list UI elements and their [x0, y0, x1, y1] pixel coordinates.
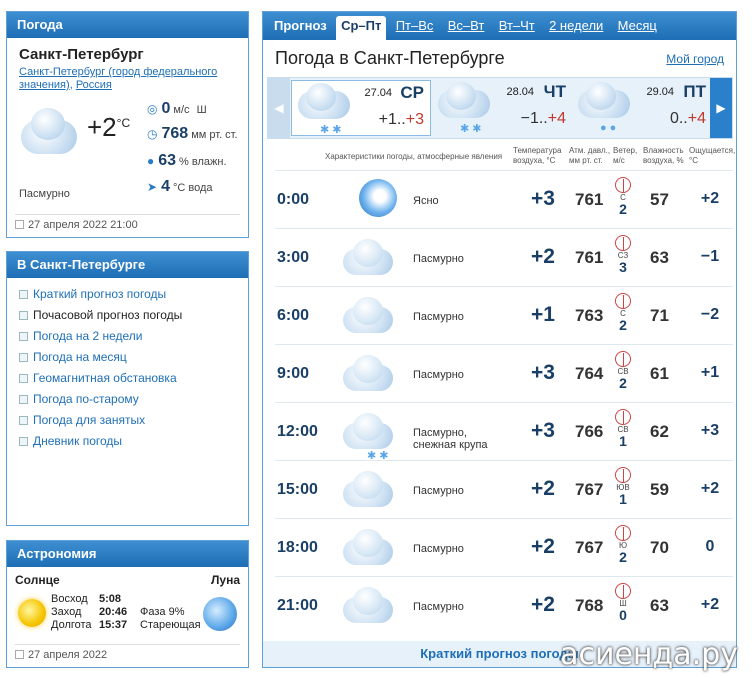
current-temp: $+2^{^\circ C}$ [87, 112, 131, 142]
col-conditions: Характеристики погоды, атмосферные явления [325, 152, 503, 161]
city-links-header: В Санкт-Петербурге [7, 252, 248, 278]
sunrise-value: 5:08 [99, 593, 122, 605]
forecast-row [275, 344, 733, 402]
row-humidity: 63 [650, 596, 669, 615]
cloud-icon [341, 353, 395, 393]
sunset-value: 20:46 [99, 606, 128, 618]
day-card[interactable] [572, 80, 712, 136]
link-month[interactable]: Погода на месяц [17, 347, 238, 368]
col-temp: Температура воздуха, °C [513, 146, 562, 165]
moon-phase: Фаза 9% [140, 606, 185, 618]
forecast-row [275, 286, 733, 344]
compass-icon [615, 177, 631, 193]
tab-month[interactable]: Месяц [617, 18, 657, 33]
forecast-row [275, 460, 733, 518]
row-time: 9:00 [277, 365, 310, 382]
compass-icon [615, 409, 631, 425]
row-humidity: 71 [650, 306, 669, 325]
row-wind: СЗ 3 [613, 235, 633, 274]
snow-icon: ✱✱ [367, 450, 392, 462]
day-weekday: СР [400, 83, 424, 102]
row-temp: +3 [531, 419, 555, 442]
col-humidity: Влажность воздуха, % [643, 146, 684, 165]
row-condition: Ясно [413, 195, 439, 207]
row-feels: +3 [700, 422, 720, 439]
cloud-icon [341, 411, 395, 462]
row-time: 0:00 [277, 191, 310, 208]
forecast-panel [262, 11, 737, 668]
astronomy-date: 27 апреля 2022 [15, 644, 240, 661]
compass-icon [615, 467, 631, 483]
row-feels: +1 [700, 364, 720, 381]
day-temps: −1..+4 [520, 110, 566, 127]
watermark: асиенда.ру [560, 637, 738, 672]
tab-wed-fri[interactable]: Ср–Пт [336, 16, 386, 40]
row-time: 21:00 [277, 597, 318, 614]
link-busy[interactable]: Погода для занятых [17, 410, 238, 431]
region-links: Санкт-Петербург (город федерального значения), Россия [19, 66, 218, 91]
compass-icon [615, 583, 631, 599]
sunrise-label: Восход [51, 593, 88, 605]
country-link[interactable]: Россия [75, 79, 112, 91]
row-humidity: 61 [650, 364, 669, 383]
row-time: 12:00 [277, 423, 318, 440]
row-time: 15:00 [277, 481, 318, 498]
city-links-list [7, 278, 248, 458]
link-hourly-forecast[interactable]: Почасовой прогноз погоды [17, 305, 238, 326]
day-strip [267, 77, 733, 139]
day-date: 29.04 [646, 86, 674, 98]
water-metric: ➤ 4 °C вода [147, 178, 213, 195]
tab-two-weeks[interactable]: 2 недели [549, 18, 604, 33]
day-card[interactable] [432, 80, 572, 136]
cloud-icon [341, 527, 395, 567]
wind-metric: ◎ 0 м/с Ш [147, 100, 207, 117]
row-condition: Пасмурно [413, 253, 464, 265]
sun-label: Солнце [15, 573, 60, 587]
row-wind: Ш 0 [613, 583, 633, 622]
page-title: Погода в Санкт-Петербурге [275, 48, 505, 68]
row-temp: +2 [531, 477, 555, 500]
my-city-link[interactable]: Мой город [666, 52, 724, 66]
link-geomagnetic[interactable]: Геомагнитная обстановка [17, 368, 238, 389]
fish-icon: ➤ [147, 180, 158, 194]
sunset-label: Заход [51, 606, 82, 618]
link-diary[interactable]: Дневник погоды [17, 431, 238, 452]
row-feels: 0 [705, 538, 715, 555]
daylength-label: Долгота [51, 619, 92, 631]
cloud-icon [341, 295, 395, 335]
tab-sun-tue[interactable]: Вс–Вт [447, 18, 485, 33]
row-wind: СВ 2 [613, 351, 633, 390]
tab-fri-sun[interactable]: Пт–Вс [395, 18, 434, 33]
row-condition: Пасмурно [413, 601, 464, 613]
row-wind: СВ 1 [613, 409, 633, 448]
cloud-icon [341, 469, 395, 509]
row-humidity: 59 [650, 480, 669, 499]
forecast-row [275, 518, 733, 576]
sun-icon [18, 599, 46, 627]
day-weekday: ПТ [683, 82, 706, 101]
row-feels: +2 [700, 190, 720, 207]
row-condition: Пасмурно, снежная крупа [413, 427, 488, 451]
forecast-row [275, 228, 733, 286]
current-weather-panel [6, 11, 249, 238]
row-temp: +1 [531, 303, 555, 326]
pressure-metric: ◷ 768 мм рт. ст. [147, 125, 238, 142]
row-humidity: 62 [650, 422, 669, 441]
link-two-weeks[interactable]: Погода на 2 недели [17, 326, 238, 347]
day-date: 28.04 [506, 86, 534, 98]
moon-icon [203, 597, 237, 631]
observation-date: 27 апреля 2022 21:00 [15, 214, 240, 231]
row-wind: Ю 2 [613, 525, 633, 564]
snow-icon: ✱✱ [320, 124, 345, 136]
col-wind: Ветер, м/с [613, 146, 638, 165]
day-temps: 0..+4 [669, 110, 706, 127]
row-condition: Пасмурно [413, 369, 464, 381]
forecast-row [275, 402, 733, 460]
compass-icon [615, 351, 631, 367]
calendar-icon [15, 650, 24, 659]
current-weather-header: Погода [7, 12, 248, 38]
next-arrow-icon[interactable]: ▶ [710, 78, 732, 138]
row-feels: −2 [700, 306, 720, 323]
col-pressure: Атм. давл., мм рт. ст. [569, 146, 611, 165]
forecast-row [275, 576, 733, 634]
forecast-tabs [263, 12, 736, 40]
col-feels: Ощущается, °C [689, 146, 736, 165]
row-feels: +2 [700, 596, 720, 613]
snow-icon: ✱✱ [460, 123, 485, 135]
row-wind: С 2 [613, 293, 633, 332]
row-humidity: 63 [650, 248, 669, 267]
prev-arrow-icon[interactable]: ◀ [268, 78, 290, 138]
moon-phase-name: Стареющая [140, 619, 201, 631]
daylength-value: 15:37 [99, 619, 128, 631]
row-wind: С 2 [613, 177, 633, 216]
rain-icon: ●● [600, 122, 620, 134]
row-condition: Пасмурно [413, 485, 464, 497]
row-feels: +2 [700, 480, 720, 497]
row-time: 3:00 [277, 249, 310, 266]
row-humidity: 57 [650, 190, 669, 209]
row-pressure: 761 [575, 190, 604, 209]
forecast-row [275, 170, 733, 228]
row-pressure: 761 [575, 248, 604, 267]
row-time: 18:00 [277, 539, 318, 556]
day-date: 27.04 [364, 87, 392, 99]
row-temp: +2 [531, 245, 555, 268]
row-pressure: 763 [575, 306, 604, 325]
row-pressure: 767 [575, 538, 604, 557]
gauge-icon: ◷ [147, 127, 158, 141]
row-temp: +3 [531, 187, 555, 210]
tab-forecast[interactable]: Прогноз [274, 18, 327, 33]
compass-icon [615, 525, 631, 541]
cloud-icon [341, 585, 395, 625]
calendar-icon [15, 220, 24, 229]
cloud-icon [341, 237, 395, 277]
compass-icon [615, 293, 631, 309]
condition-text: Пасмурно [19, 188, 70, 200]
region-link[interactable]: Санкт-Петербург (город федерального значения) [19, 66, 218, 91]
drop-icon: ● [147, 154, 155, 168]
astronomy-header: Астрономия [7, 541, 248, 567]
row-condition: Пасмурно [413, 543, 464, 555]
city-name: Санкт-Петербург [19, 46, 144, 63]
row-temp: +2 [531, 593, 555, 616]
wind-icon: ◎ [147, 102, 158, 116]
row-wind: ЮВ 1 [613, 467, 633, 506]
row-temp: +2 [531, 535, 555, 558]
row-pressure: 764 [575, 364, 604, 383]
link-short-forecast[interactable]: Краткий прогноз погоды [17, 284, 238, 305]
astronomy-panel [6, 540, 249, 668]
row-humidity: 70 [650, 538, 669, 557]
city-links-panel [6, 251, 249, 526]
row-feels: −1 [700, 248, 720, 265]
row-pressure: 766 [575, 422, 604, 441]
short-forecast-link[interactable]: Краткий прогноз погоды [263, 641, 736, 667]
compass-icon [615, 235, 631, 251]
row-pressure: 768 [575, 596, 604, 615]
moon-label: Луна [210, 573, 240, 587]
row-time: 6:00 [277, 307, 310, 324]
humidity-metric: ● 63 % влажн. [147, 152, 227, 169]
day-temps: +1..+3 [378, 111, 424, 128]
row-pressure: 767 [575, 480, 604, 499]
clear-night-icon [359, 179, 397, 217]
day-card[interactable] [291, 80, 431, 136]
row-condition: Пасмурно [413, 311, 464, 323]
tab-tue-thu[interactable]: Вт–Чт [498, 18, 535, 33]
link-old-style[interactable]: Погода по-старому [17, 389, 238, 410]
row-temp: +3 [531, 361, 555, 384]
day-weekday: ЧТ [543, 82, 566, 101]
